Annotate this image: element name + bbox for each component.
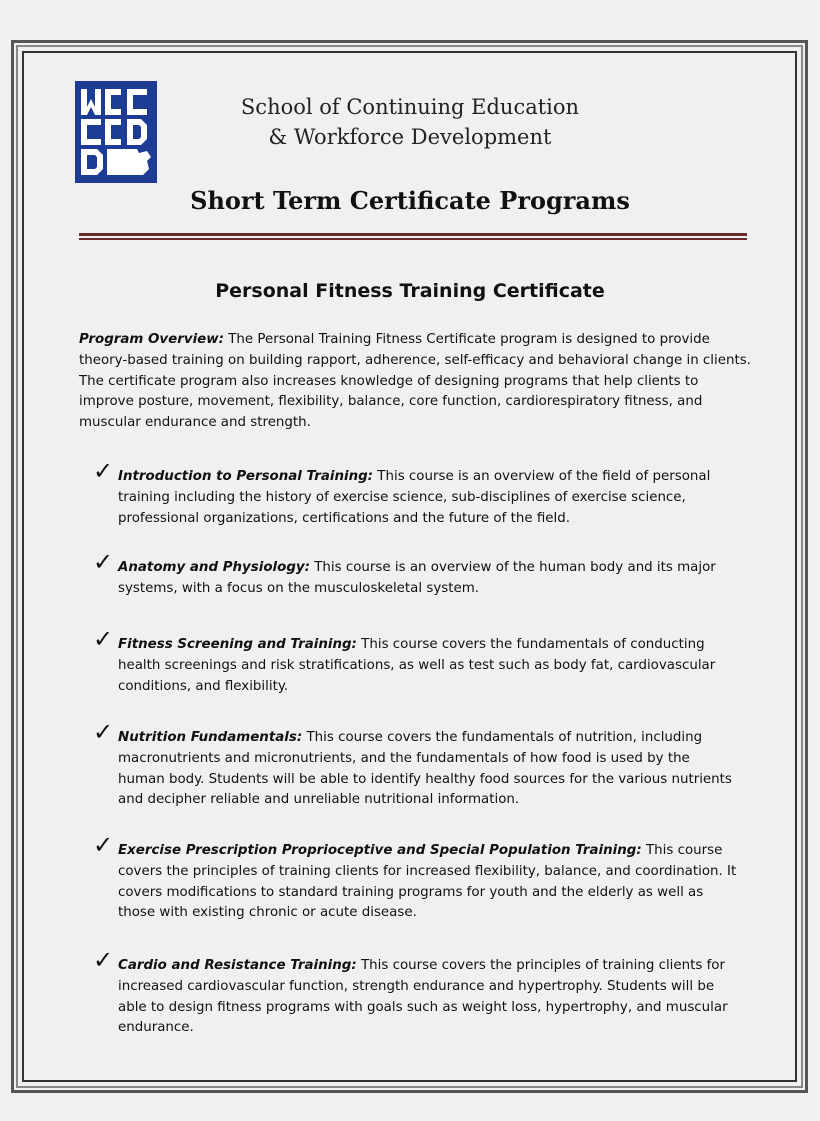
organization-name: [160, 92, 660, 152]
course-item: [93, 548, 738, 600]
course-item: [93, 831, 738, 924]
course-name: Cardio and Resistance Training:: [118, 958, 357, 973]
org-line-2: & Workforce Development: [268, 125, 552, 149]
checkmark-icon: ✓: [93, 548, 114, 576]
course-description: This course covers the fundamentals of conducting health screenings and risk stratifications, as well as test such as body fat, cardiovascular conditions, and flexibility.: [118, 637, 716, 694]
course-item: [93, 946, 738, 1039]
course-name: Nutrition Fundamentals:: [118, 730, 303, 745]
course-description: This course covers the principles of training clients for increased flexibility, balance, and coordination. It covers modifications to standard training programs for youth and the elderly as well as those with existing chronic or acute disease.: [118, 843, 737, 921]
divider-rule-top: [79, 233, 747, 236]
checkmark-icon: ✓: [93, 946, 114, 974]
course-description: This course covers the fundamentals of nutrition, including macronutrients and micronutrients, and the fundamentals of how food is used by the human body. Students will be able to identify healthy food sources for the various nutrients and decipher reliable and unreliable nutritional information.: [118, 730, 732, 808]
checkmark-icon: ✓: [93, 831, 114, 859]
course-description: This course covers the principles of training clients for increased cardiovascular function, strength endurance and hypertrophy. Students will be able to design fitness programs with goals such as weight loss, hypertrophy, and muscular endurance.: [118, 958, 728, 1036]
program-title: Personal Fitness Training Certificate: [215, 280, 605, 302]
course-description: This course is an overview of the human body and its major systems, with a focus on the musculoskeletal system.: [118, 560, 716, 596]
org-line-1: School of Continuing Education: [240, 95, 580, 119]
overview-text: The Personal Training Fitness Certificate program is designed to provide theory-based training on building rapport, adherence, self-efficacy and behavioral change in clients. The certificate program also increases knowledge of designing programs that help clients to improve posture, movement, flexibility, balance, core function, cardiorespiratory fitness, and muscular endurance and strength.: [79, 332, 751, 431]
course-item: [93, 457, 738, 529]
program-overview: [79, 330, 751, 434]
course-description: This course is an overview of the field of personal training including the history of exercise science, sub-disciplines of exercise science, professional organizations, certifications and the future of the field.: [118, 469, 711, 526]
course-item: [93, 625, 738, 697]
course-name: Anatomy and Physiology:: [118, 560, 310, 575]
checkmark-icon: ✓: [93, 457, 114, 485]
course-name: Exercise Prescription Proprioceptive and Special Population Training:: [118, 843, 642, 858]
course-name: Introduction to Personal Training:: [118, 469, 374, 484]
document-title: Short Term Certificate Programs: [190, 186, 630, 215]
divider-rule-bottom: [79, 238, 747, 240]
course-item: [93, 718, 738, 811]
wccd-logo: [75, 81, 157, 183]
course-name: Fitness Screening and Training:: [118, 637, 357, 652]
checkmark-icon: ✓: [93, 718, 114, 746]
checkmark-icon: ✓: [93, 625, 114, 653]
overview-label: Program Overview:: [79, 332, 224, 347]
